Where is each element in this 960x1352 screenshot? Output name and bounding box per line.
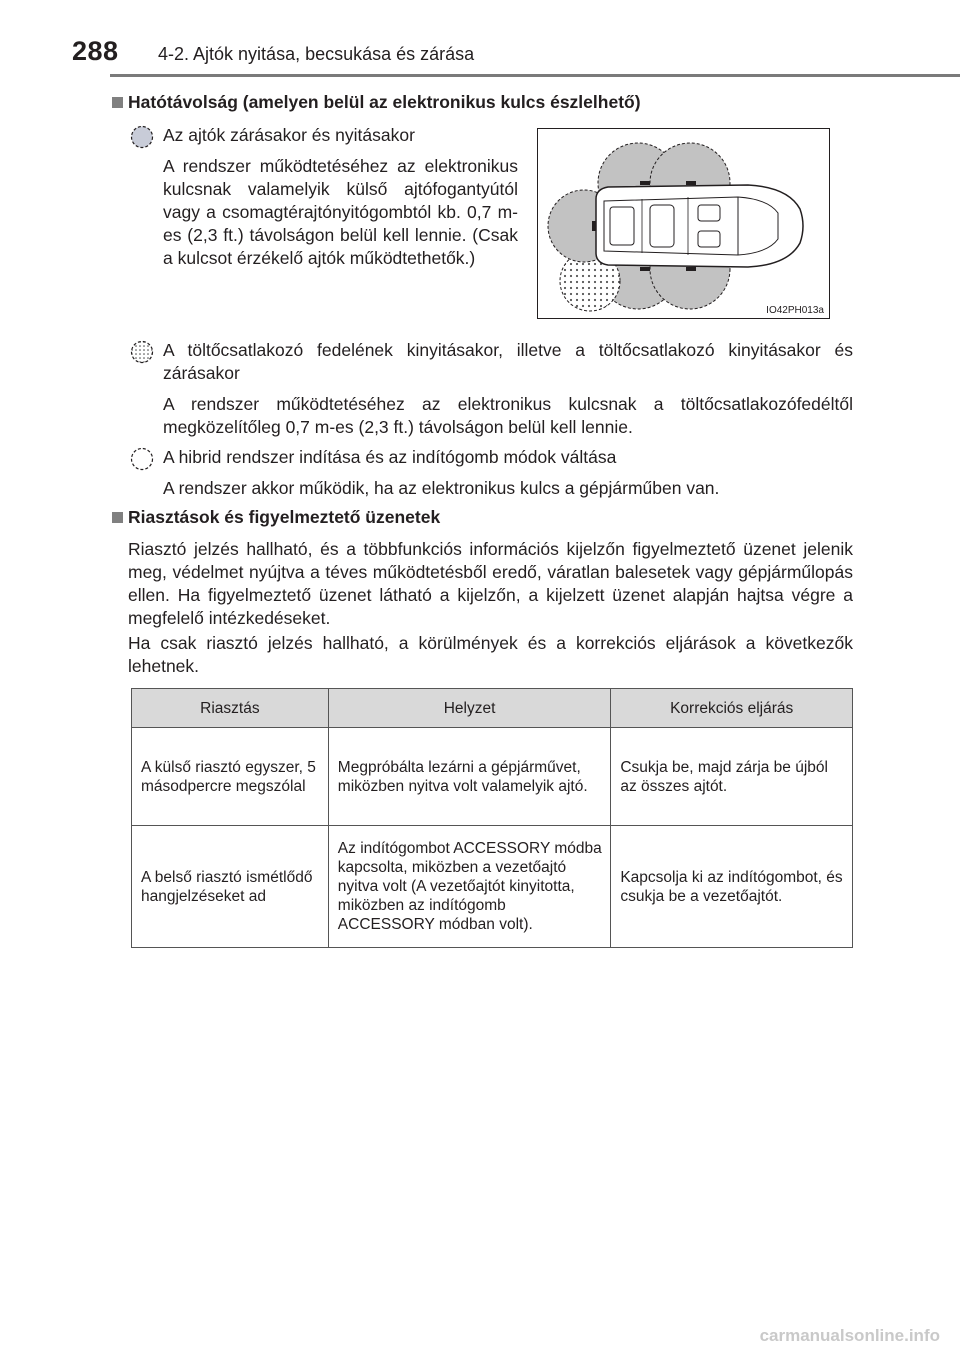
item-title: A hibrid rendszer indítása és az indítógomb módok váltása (163, 447, 617, 467)
page-number: 288 (72, 36, 119, 66)
table-cell: Az indítógombot ACCESSORY módba kapcsolta, miközben a vezetőajtó nyitva volt (A vezetőajtót kinyitotta, miközben az indítógomb ACCESSORY módban volt). (328, 826, 611, 948)
section-heading-alarms: Riasztások és figyelmeztető üzenetek (128, 507, 441, 527)
table-header-row (132, 689, 853, 728)
area-dotted-circle-icon (130, 340, 154, 364)
paragraph: Riasztó jelzés hallható, és a többfunkciós információs kijelzőn figyelmeztető üzenet jelenik meg, védelmet nyújtva a téves működtetésből eredő, váratlan balesetek vagy gépjárműlopás ellen. Ha figyelmeztető üzenet látható a kijelzőn, a kijelzett üzenet alapján hajtsa végre a megfelelő intézkedéseket. (128, 539, 853, 628)
column-header: Riasztás (132, 689, 329, 728)
area-filled-circle-icon (130, 125, 154, 149)
item-title: A töltőcsatlakozó fedelének kinyitásakor, illetve a töltőcsatlakozó kinyitásakor és zárásakor (163, 340, 853, 383)
table-row (132, 826, 853, 948)
car-diagram-image (538, 129, 829, 318)
section-square-icon (112, 97, 123, 108)
table-cell: Kapcsolja ki az indítógombot, és csukja be a vezetőajtót. (611, 826, 853, 948)
watermark: carmanualsonline.info (759, 1326, 940, 1345)
column-header: Helyzet (328, 689, 611, 728)
detection-range-figure (537, 128, 830, 319)
chapter-title: 4-2. Ajtók nyitása, becsukása és zárása (158, 44, 475, 64)
item-title: Az ajtók zárásakor és nyitásakor (163, 125, 415, 145)
item-text: A rendszer akkor működik, ha az elektronikus kulcs a gépjárműben van. (163, 478, 720, 498)
column-header: Korrekciós eljárás (611, 689, 853, 728)
table-cell: A külső riasztó egyszer, 5 másodpercre megszólal (132, 728, 329, 826)
table-cell: Csukja be, majd zárja be újból az összes ajtót. (611, 728, 853, 826)
table-cell: Megpróbálta lezárni a gépjárművet, miközben nyitva volt valamelyik ajtó. (328, 728, 611, 826)
area-empty-circle-icon (130, 447, 154, 471)
section-heading-range: Hatótávolság (amelyen belül az elektronikus kulcs észlelhető) (128, 92, 641, 112)
header-rule (110, 74, 960, 77)
table-row (132, 728, 853, 826)
item-text: A rendszer működtetéséhez az elektronikus kulcsnak valamelyik külső ajtófogantyútól vagy a csomagtérajtónyitógombtól kb. 0,7 m-es (2,3 ft.) távolságon belül kell lennie. (Csak a kulcsot érzékelő ajtók működtethetők.) (163, 156, 518, 268)
table-cell: A belső riasztó ismétlődő hangjelzéseket ad (132, 826, 329, 948)
alarm-table (131, 688, 853, 948)
paragraph: Ha csak riasztó jelzés hallható, a körülmények és a korrekciós eljárások a következők lehetnek. (128, 633, 853, 676)
figure-code: IO42PH013a (766, 305, 824, 316)
section-square-icon (112, 512, 123, 523)
item-text: A rendszer működtetéséhez az elektronikus kulcsnak a töltőcsatlakozófedéltől megközelítőleg 0,7 m-es (2,3 ft.) távolságon belül kell lennie. (163, 394, 853, 437)
